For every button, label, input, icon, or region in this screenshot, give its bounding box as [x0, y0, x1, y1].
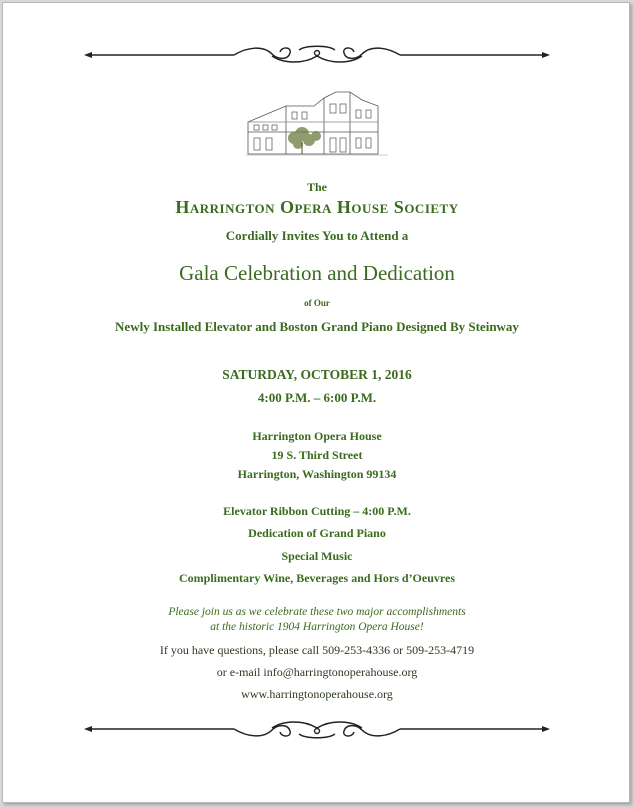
- invites-line: Cordially Invites You to Attend a: [225, 228, 409, 243]
- event-time: 4:00 P.M. – 6:00 P.M.: [257, 390, 377, 405]
- contact-phone: If you have questions, please call 509-253-4336 or 509-253-4719: [159, 643, 475, 657]
- opera-house-sketch: [246, 84, 388, 160]
- program-item: Elevator Ribbon Cutting – 4:00 P.M.: [223, 504, 411, 518]
- closing-line: at the historic 1904 Harrington Opera House!: [210, 621, 424, 633]
- contact-email: or e-mail info@harringtonoperahouse.org: [216, 665, 418, 679]
- society-name: Harrington Opera House Society: [175, 197, 459, 217]
- event-date: SATURDAY, OCTOBER 1, 2016: [222, 367, 412, 382]
- of-our-label: of Our: [304, 298, 330, 308]
- event-subject: Newly Installed Elevator and Boston Grand Piano Designed By Steinway: [115, 319, 519, 334]
- venue-name: Harrington Opera House: [252, 429, 382, 443]
- program-item: Special Music: [281, 549, 353, 563]
- website-link[interactable]: www.harringtonoperahouse.org: [241, 687, 393, 701]
- program-item: Dedication of Grand Piano: [248, 526, 386, 540]
- venue-city: Harrington, Washington 99134: [237, 467, 397, 481]
- scroll-ornament-bottom: [84, 718, 550, 740]
- closing-line: Please join us as we celebrate these two major accomplishments: [168, 606, 466, 618]
- event-headline: Gala Celebration and Dedication: [179, 261, 455, 285]
- program-item: Complimentary Wine, Beverages and Hors d’Oeuvres: [179, 571, 455, 585]
- scroll-ornament-top: [84, 44, 550, 66]
- venue-street: 19 S. Third Street: [271, 448, 363, 462]
- the-label: The: [306, 180, 327, 194]
